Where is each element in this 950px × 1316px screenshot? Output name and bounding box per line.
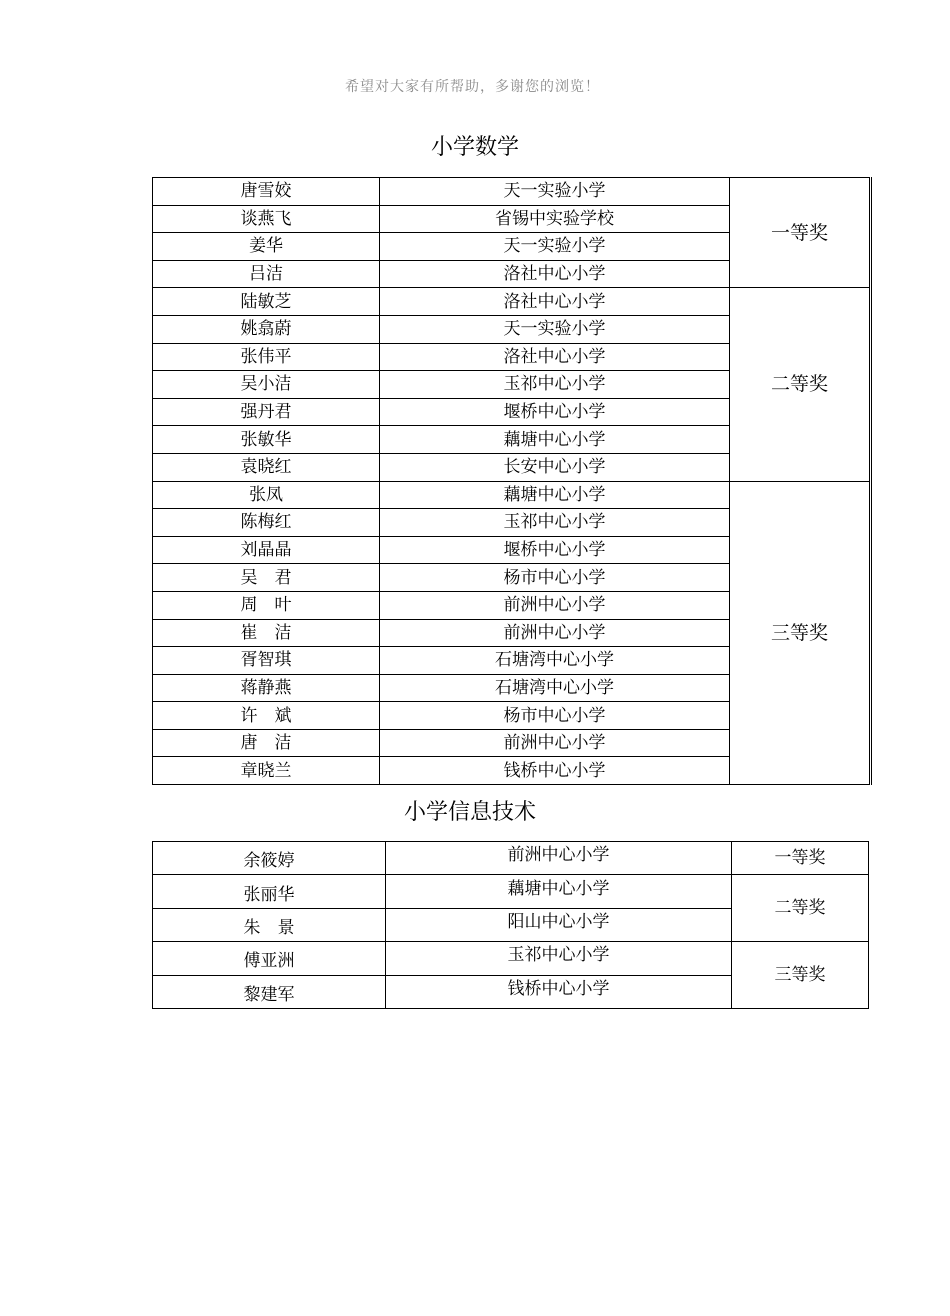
winner-name: 崔 洁	[153, 619, 380, 647]
school-name: 堰桥中心小学	[380, 398, 730, 426]
winner-name: 吕洁	[153, 260, 380, 288]
winner-name: 蒋静燕	[153, 674, 380, 702]
school-name: 杨市中心小学	[380, 564, 730, 592]
table-row	[153, 288, 871, 316]
winner-name: 刘晶晶	[153, 536, 380, 564]
winner-name: 唐 洁	[153, 729, 380, 757]
winner-name: 姚翕蔚	[153, 315, 380, 343]
table-row	[153, 875, 869, 908]
winner-name: 张敏华	[153, 426, 380, 454]
school-name: 前洲中心小学	[380, 591, 730, 619]
award-level: 二等奖	[732, 875, 869, 942]
school-name: 天一实验小学	[380, 233, 730, 261]
award-level: 一等奖	[730, 178, 871, 288]
winner-name: 张凤	[153, 481, 380, 509]
winner-name: 袁晓红	[153, 453, 380, 481]
school-name: 前洲中心小学	[386, 842, 732, 875]
school-name: 杨市中心小学	[380, 702, 730, 730]
winner-name: 胥智琪	[153, 647, 380, 675]
school-name: 洛社中心小学	[380, 343, 730, 371]
school-name: 藕塘中心小学	[386, 875, 732, 908]
winner-name: 谈燕飞	[153, 205, 380, 233]
winner-name: 陈梅红	[153, 509, 380, 537]
school-name: 玉祁中心小学	[386, 942, 732, 975]
table-row	[153, 481, 871, 509]
award-level: 一等奖	[732, 842, 869, 875]
school-name: 玉祁中心小学	[380, 509, 730, 537]
table-row	[153, 842, 869, 875]
school-name: 石塘湾中心小学	[380, 647, 730, 675]
winner-name: 张丽华	[153, 875, 386, 908]
winner-name: 强丹君	[153, 398, 380, 426]
table-row	[153, 178, 871, 206]
winner-name: 黎建军	[153, 975, 386, 1008]
section-title-math: 小学数学	[430, 135, 519, 160]
winner-name: 吴 君	[153, 564, 380, 592]
school-name: 洛社中心小学	[380, 260, 730, 288]
header-note: 希望对大家有所帮助，多谢您的浏览！	[345, 79, 600, 95]
winner-name: 张伟平	[153, 343, 380, 371]
winner-name: 朱 景	[153, 908, 386, 941]
school-name: 天一实验小学	[380, 178, 730, 206]
winner-name: 陆敏芝	[153, 288, 380, 316]
winner-name: 章晓兰	[153, 757, 380, 785]
section-title-it: 小学信息技术	[403, 800, 536, 825]
school-name: 前洲中心小学	[380, 729, 730, 757]
school-name: 省锡中实验学校	[380, 205, 730, 233]
school-name: 藕塘中心小学	[380, 426, 730, 454]
award-table-it	[152, 841, 869, 1009]
winner-name: 吴小洁	[153, 371, 380, 399]
school-name: 洛社中心小学	[380, 288, 730, 316]
school-name: 石塘湾中心小学	[380, 674, 730, 702]
winner-name: 姜华	[153, 233, 380, 261]
table-row	[153, 942, 869, 975]
award-table-math	[152, 177, 872, 785]
school-name: 天一实验小学	[380, 315, 730, 343]
school-name: 堰桥中心小学	[380, 536, 730, 564]
award-level: 三等奖	[730, 481, 871, 785]
school-name: 长安中心小学	[380, 453, 730, 481]
winner-name: 唐雪姣	[153, 178, 380, 206]
school-name: 阳山中心小学	[386, 908, 732, 941]
award-level: 三等奖	[732, 942, 869, 1009]
school-name: 玉祁中心小学	[380, 371, 730, 399]
school-name: 钱桥中心小学	[386, 975, 732, 1008]
winner-name: 傅亚洲	[153, 942, 386, 975]
school-name: 钱桥中心小学	[380, 757, 730, 785]
school-name: 前洲中心小学	[380, 619, 730, 647]
winner-name: 周 叶	[153, 591, 380, 619]
winner-name: 许 斌	[153, 702, 380, 730]
school-name: 藕塘中心小学	[380, 481, 730, 509]
award-level: 二等奖	[730, 288, 871, 481]
winner-name: 余筱婷	[153, 842, 386, 875]
